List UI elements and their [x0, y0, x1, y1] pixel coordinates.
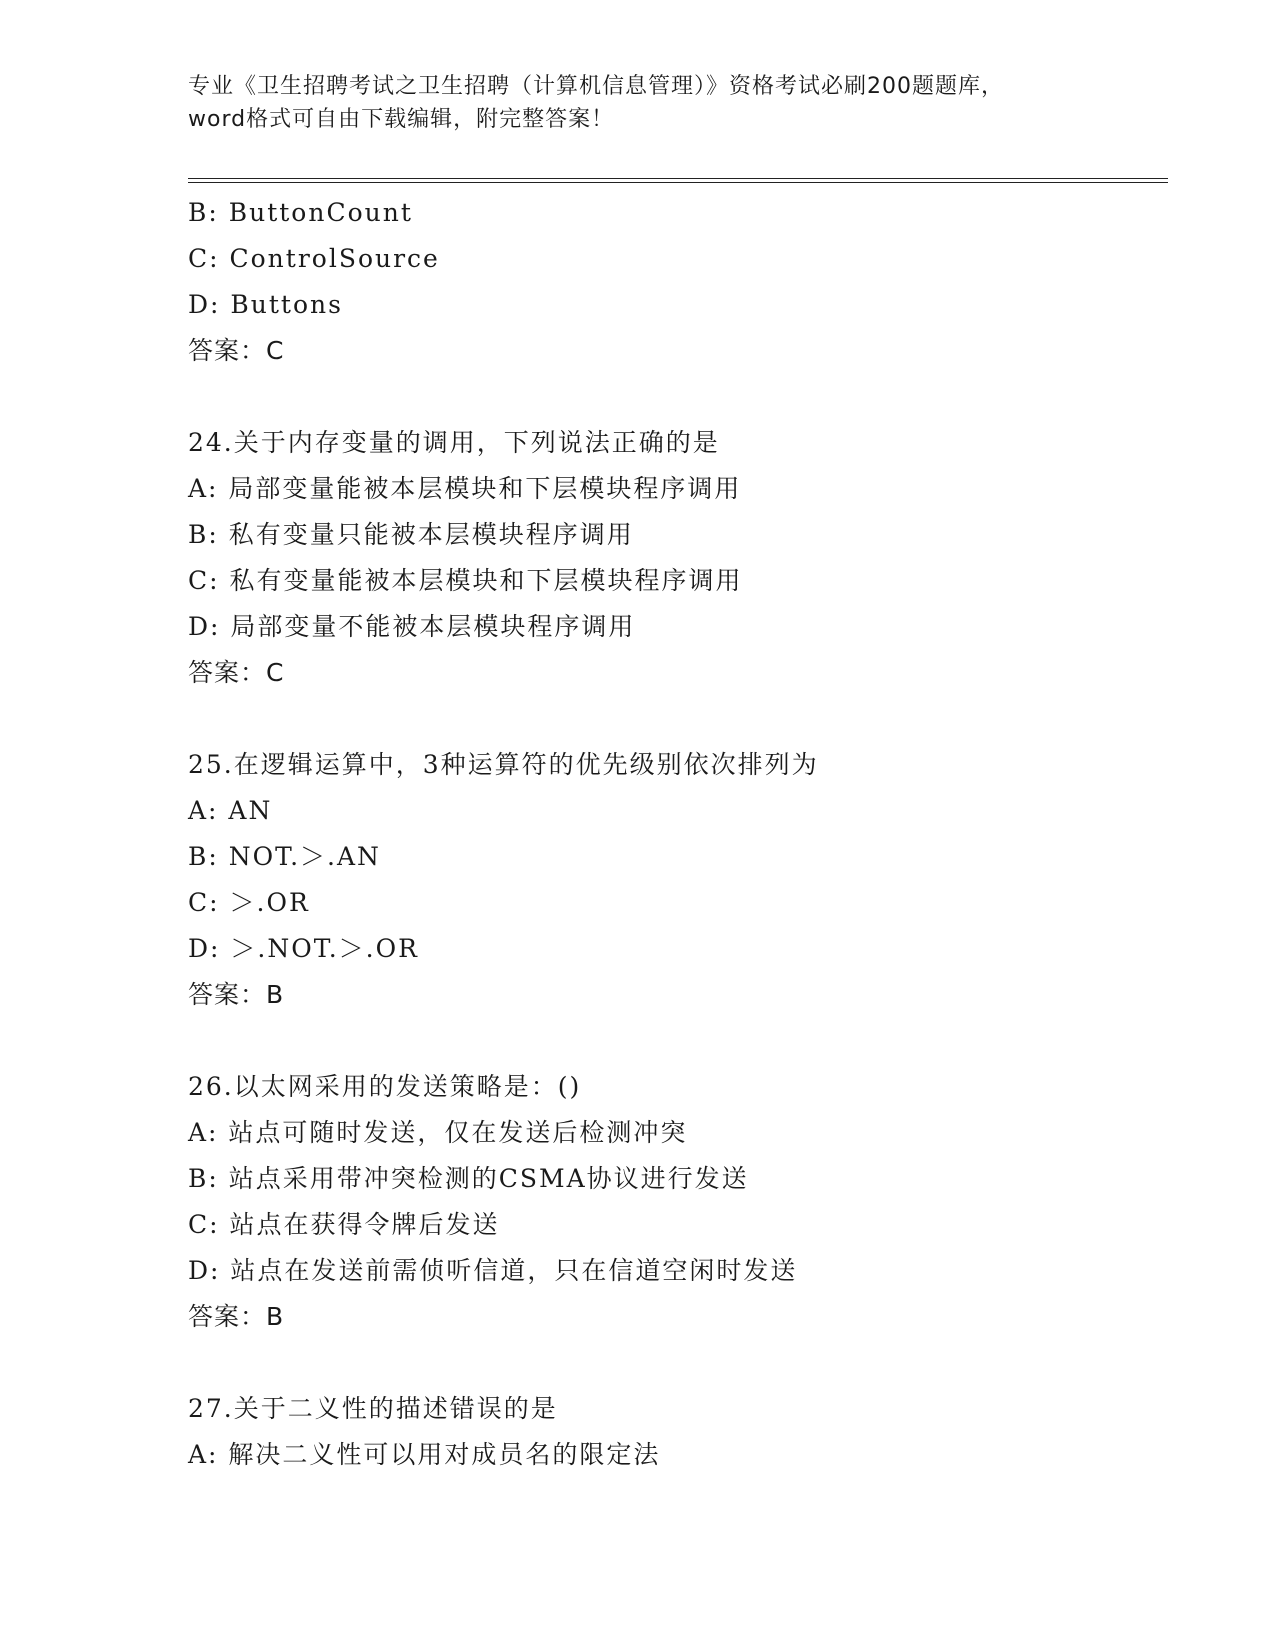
document-header [188, 70, 1088, 136]
option-c: C: 站点在获得令牌后发送 [188, 1210, 500, 1239]
question-block-26 [188, 1064, 1168, 1340]
option-b: B: ButtonCount [188, 198, 413, 227]
option-b: B: NOT.＞.AN [188, 842, 381, 871]
answer-line: 答案：C [188, 658, 285, 687]
question-list [188, 190, 1168, 1478]
option-a: A: 解决二义性可以用对成员名的限定法 [188, 1440, 661, 1469]
option-c: C: 私有变量能被本层模块和下层模块程序调用 [188, 566, 743, 595]
question-block-24 [188, 420, 1168, 696]
spacer [188, 696, 1168, 742]
option-a: A: 站点可随时发送，仅在发送后检测冲突 [188, 1118, 688, 1147]
option-d: D: Buttons [188, 290, 343, 319]
option-a: A: AN [188, 796, 273, 825]
question-block-23 [188, 190, 1168, 374]
answer-line: 答案：B [188, 1302, 285, 1331]
spacer [188, 1018, 1168, 1064]
header-divider [188, 178, 1168, 183]
option-a: A: 局部变量能被本层模块和下层模块程序调用 [188, 474, 742, 503]
question-text: 26.以太网采用的发送策略是：() [188, 1072, 582, 1101]
spacer [188, 374, 1168, 420]
spacer [188, 1340, 1168, 1386]
option-c: C: ControlSource [188, 244, 440, 273]
question-block-25 [188, 742, 1168, 1018]
answer-line: 答案：C [188, 336, 285, 365]
option-d: D: 站点在发送前需侦听信道，只在信道空闲时发送 [188, 1256, 798, 1285]
option-b: B: 站点采用带冲突检测的CSMA协议进行发送 [188, 1164, 749, 1193]
option-d: D: 局部变量不能被本层模块程序调用 [188, 612, 636, 641]
question-text: 25.在逻辑运算中，3种运算符的优先级别依次排列为 [188, 750, 819, 779]
header-line-2: word格式可自由下载编辑，附完整答案！ [188, 107, 615, 132]
question-text: 24.关于内存变量的调用，下列说法正确的是 [188, 428, 720, 457]
option-d: D: ＞.NOT.＞.OR [188, 934, 419, 963]
header-line-1: 专业《卫生招聘考试之卫生招聘（计算机信息管理）》资格考试必刷200题题库， [188, 74, 1004, 99]
option-b: B: 私有变量只能被本层模块程序调用 [188, 520, 634, 549]
answer-line: 答案：B [188, 980, 285, 1009]
option-c: C: ＞.OR [188, 888, 310, 917]
question-block-27 [188, 1386, 1168, 1478]
question-text: 27.关于二义性的描述错误的是 [188, 1394, 558, 1423]
